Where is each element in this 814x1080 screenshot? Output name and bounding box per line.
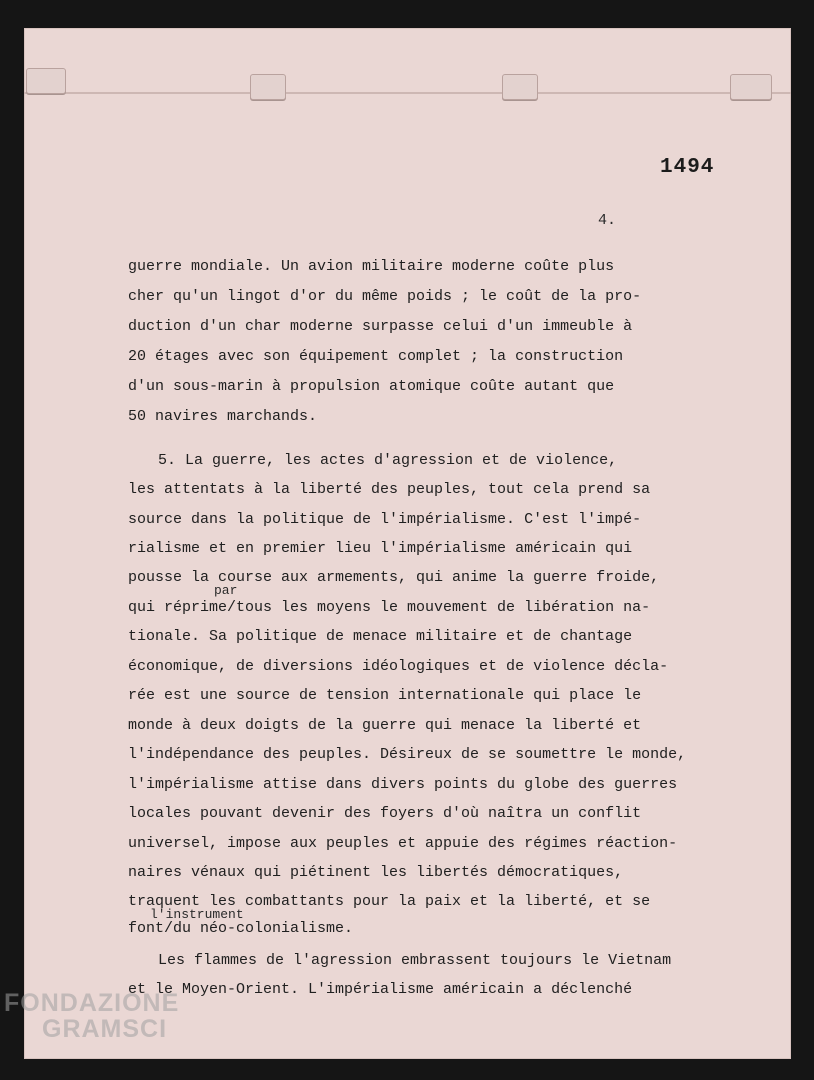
archive-page-number: 1494 (660, 156, 715, 179)
binding-fold-line (24, 92, 791, 94)
text-line: l'indépendance des peuples. Désireux de se soumettre le monde, (128, 746, 687, 763)
binding-clip (730, 74, 772, 100)
archive-watermark-logo (4, 990, 179, 1042)
text-line: et le Moyen-Orient. L'impérialisme américain a déclenché (128, 981, 633, 998)
binding-clip (26, 68, 66, 94)
text-line: cher qu'un lingot d'or du même poids ; le coût de la pro- (128, 288, 642, 305)
text-line: l'impérialisme attise dans divers points du globe des guerres (128, 776, 678, 793)
binding-clip (502, 74, 538, 100)
watermark-line: GRAMSCI (42, 1015, 168, 1043)
text-line: qui réprime/tous les moyens le mouvement de libération na- (128, 599, 651, 616)
text-line: naires vénaux qui piétinent les libertés démocratiques, (128, 864, 624, 881)
text-line: font/du néo-colonialisme. (128, 920, 354, 937)
binding-clip (250, 74, 286, 100)
text-line: économique, de diversions idéologiques et de violence décla- (128, 658, 669, 675)
handwritten-insert: par (214, 583, 238, 598)
paragraph-start-line: Les flammes de l'agression embrassent toujours le Vietnam (158, 952, 672, 969)
text-line: rialisme et en premier lieu l'impérialisme américain qui (128, 540, 633, 557)
text-line: pousse la course aux armements, qui anime la guerre froide, (128, 569, 660, 586)
text-line: universel, impose aux peuples et appuie des régimes réaction- (128, 835, 678, 852)
text-line: source dans la politique de l'impérialisme. C'est l'impé- (128, 511, 642, 528)
text-line: 50 navires marchands. (128, 408, 318, 425)
text-line: duction d'un char moderne surpasse celui d'un immeuble à (128, 318, 633, 335)
paragraph-start-line: 5. La guerre, les actes d'agression et de violence, (158, 452, 618, 469)
text-line: rée est une source de tension internationale qui place le (128, 687, 642, 704)
text-line: guerre mondiale. Un avion militaire moderne coûte plus (128, 258, 615, 275)
text-line: tionale. Sa politique de menace militaire et de chantage (128, 628, 633, 645)
sheet-number: 4. (598, 212, 617, 229)
handwritten-insert: l'instrument (150, 907, 244, 922)
text-line: locales pouvant devenir des foyers d'où naîtra un conflit (128, 805, 642, 822)
watermark-line: FONDAZIONE (4, 989, 180, 1017)
text-line: les attentats à la liberté des peuples, tout cela prend sa (128, 481, 651, 498)
text-line: 20 étages avec son équipement complet ; la construction (128, 348, 624, 365)
text-line: d'un sous-marin à propulsion atomique coûte autant que (128, 378, 615, 395)
text-line: traquent les combattants pour la paix et la liberté, et se (128, 893, 651, 910)
text-line: monde à deux doigts de la guerre qui menace la liberté et (128, 717, 642, 734)
